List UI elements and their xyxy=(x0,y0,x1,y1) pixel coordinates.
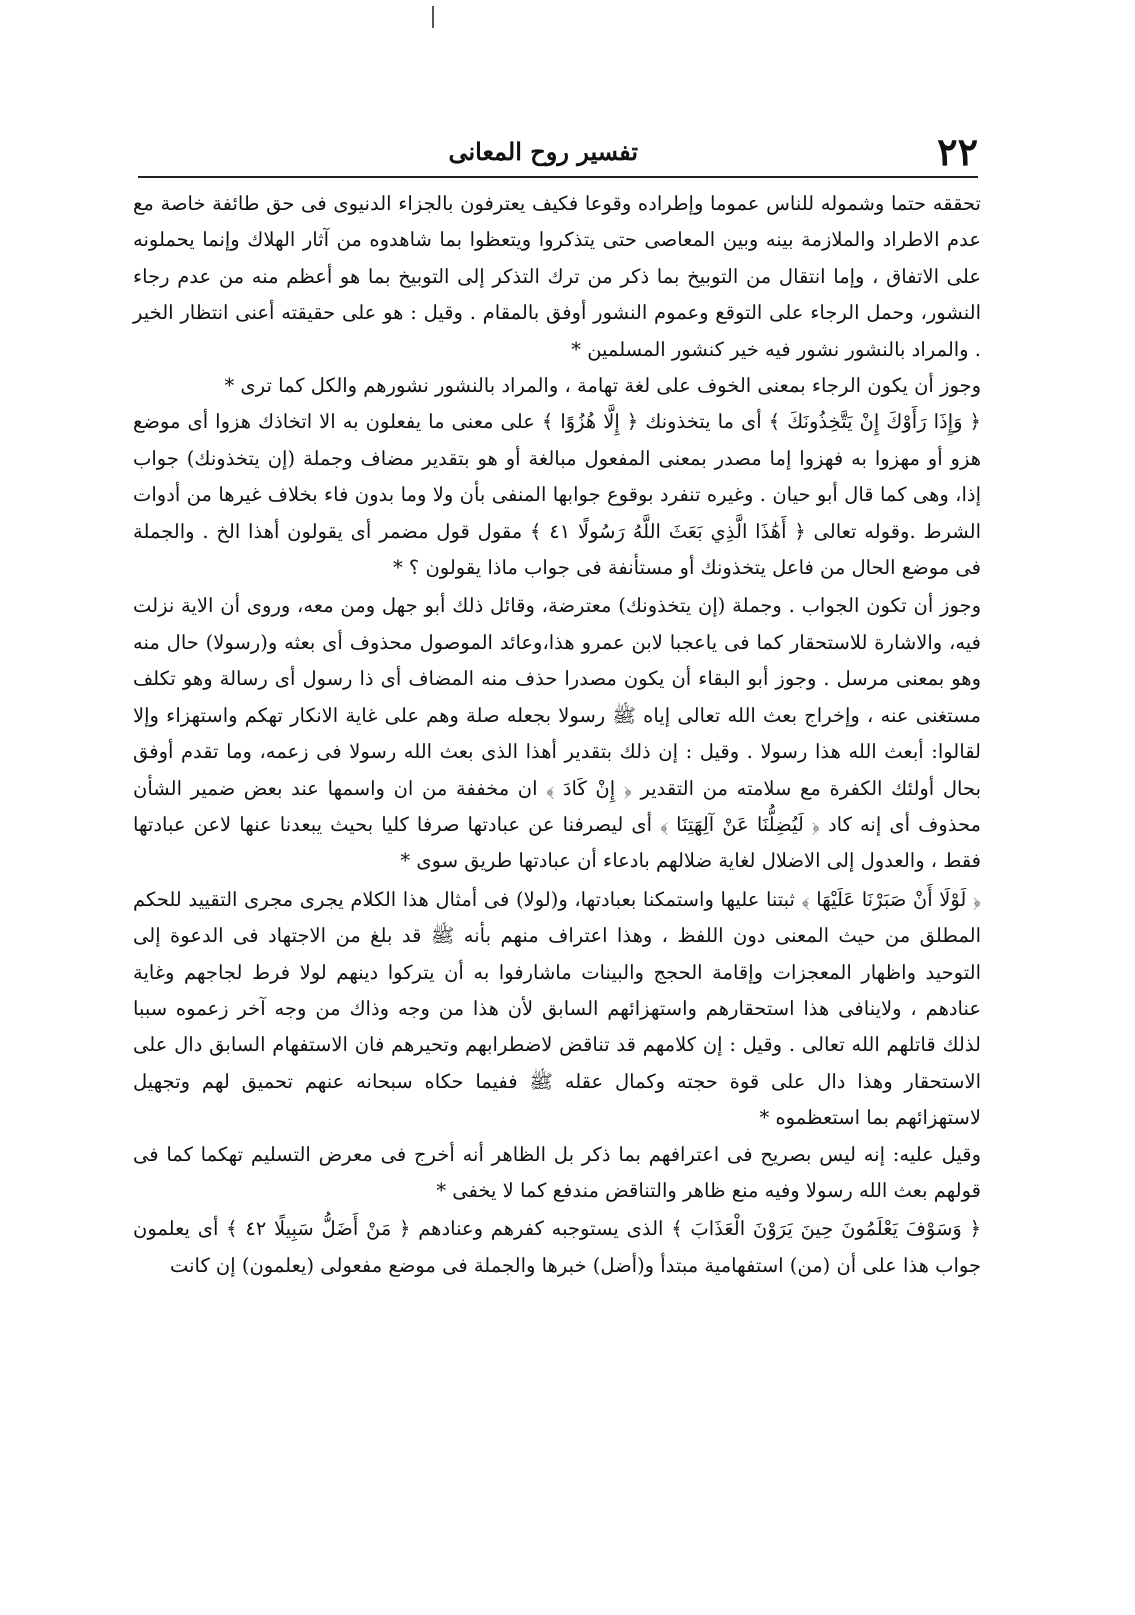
paragraph: وجوز أن يكون الرجاء بمعنى الخوف على لغة تهامة ، والمراد بالنشور نشورهم والكل كما ترى * xyxy=(224,374,981,398)
body-text xyxy=(133,186,981,1284)
paragraph: ﴿ وَإِذَا رَأَوْكَ إِنْ يَتَّخِذُونَكَ ﴾ أى ما يتخذونك ﴿ إِلَّا هُزُوًا ﴾ على معنى ما يفعلون به الا اتخاذك هزوا أى موضع هزو أو مهزوا به فهزوا إما مصدر بمعنى المفعول مبالغة أو هو بتقدير مضاف وجملة (إن يتخذونك) جواب إذا، وهى كما قال أبو حيان . وغيره تنفرد بوقوع جوابها المنفى بأن ولا وما بدون فاء بخلاف غيرها من أدوات الشرط .وقوله تعالى ﴿ أَهَٰذَا الَّذِي بَعَثَ اللَّهُ رَسُولًا ٤١ ﴾ مقول قول مضمر أى يقولون أهذا الخ . والجملة فى موضع الحال من فاعل يتخذونك أو مستأنفة فى جواب ماذا يقولون ؟ * xyxy=(133,410,981,580)
paragraph: ﴿ وَسَوْفَ يَعْلَمُونَ حِينَ يَرَوْنَ الْعَذَابَ ﴾ الذى يستوجبه كفرهم وعنادهم ﴿ مَنْ أَضَلُّ سَبِيلًا ٤٢ ﴾ أى يعلمون جواب هذا على أن (من) استفهامية مبتدأ و(أضل) خبرها والجملة فى موضع مفعولى (يعلمون) إن كانت xyxy=(133,1217,981,1277)
header-rule xyxy=(138,176,978,178)
running-title: تفسير روح المعانى xyxy=(448,137,638,166)
page-header xyxy=(138,128,978,178)
gutter-line xyxy=(432,6,434,28)
paragraph: ﴿ لَوْلَا أَنْ صَبَرْنَا عَلَيْهَا ﴾ ثبتنا عليها واستمكنا بعبادتها، و(لولا) فى أمثال هذا الكلام يجرى مجرى التقييد للحكم المطلق من حيث المعنى دون اللفظ ، وهذا اعتراف منهم بأنه ﷺ قد بلغ من الاجتهاد فى الدعوة إلى التوحيد واظهار المعجزات وإقامة الحجج والبينات ماشارفوا به أن يتركوا دينهم لولا فرط لجاجهم وغاية عنادهم ، ولاينافى هذا استحقارهم واستهزائهم السابق لأن هذا من وجه وذاك من وجه آخر زعموه سببا لذلك قاتلهم الله تعالى . وقيل : إن كلامهم قد تناقض لاضطرابهم وتحيرهم فان الاستفهام السابق دال على الاستحقار وهذا دال على قوة حجته وكمال عقله ﷺ ففيما حكاه سبحانه عنهم تحميق لهم وتجهيل لاستهزائهم بما استعظموه * xyxy=(133,887,981,1130)
paragraph: وقيل عليه: إنه ليس بصريح فى اعترافهم بما ذكر بل الظاهر أنه أخرج فى معرض التسليم تهكما كما فى قولهم بعث الله رسولا وفيه منع ظاهر والتناقض مندفع كما لا يخفى * xyxy=(133,1142,981,1202)
paragraph: وجوز أن تكون الجواب . وجملة (إن يتخذونك) معترضة، وقائل ذلك أبو جهل ومن معه، وروى أن الاية نزلت فيه، والاشارة للاستحقار كما فى ياعجبا لابن عمرو هذا،وعائد الموصول محذوف أى بعثه و(رسولا) حال منه وهو بمعنى مرسل . وجوز أبو البقاء أن يكون مصدرا حذف منه المضاف أى ذا رسول أى رسالة وهو تكلف مستغنى عنه ، وإخراج بعث الله تعالى إياه ﷺ رسولا بجعله صلة وهم على غاية الانكار تهكم واستهزاء وإلا لقالوا: أبعث الله هذا رسولا . وقيل : إن ذلك بتقدير أهذا الذى بعث الله رسولا فى زعمه، وما تقدم أوفق بحال أولئك الكفرة مع سلامته من التقدير ﴿ إِنْ كَادَ ﴾ ان مخففة من ان واسمها عند بعض ضمير الشأن محذوف أى إنه كاد ﴿ لَيُضِلُّنَا عَنْ آلِهَتِنَا ﴾ أى ليصرفنا عن عبادتها صرفا كليا بحيث يبعدنا عنها لاعن عبادتها فقط ، والعدول إلى الاضلال لغاية ضلالهم بادعاء أن عبادتها طريق سوى * xyxy=(133,594,981,873)
paragraph: تحققه حتما وشموله للناس عموما وإطراده وقوعا فكيف يعترفون بالجزاء الدنيوى فى حق طائفة خاصة مع عدم الاطراد والملازمة بينه وبين المعاصى حتى يتذكروا ويتعظوا بما شاهدوه من آثار الهلاك وإنما يحملونه على الاتفاق ، وإما انتقال من التوبيخ بما ذكر من ترك التذكر إلى التوبيخ بما هو أعظم منه من عدم رجاء النشور، وحمل الرجاء على التوقع وعموم النشور أوفق بالمقام . وقيل : هو على حقيقته أعنى انتظار الخير . والمراد بالنشور نشور فيه خير كنشور المسلمين * xyxy=(133,192,981,361)
page-number: ٢٢ xyxy=(937,129,978,174)
